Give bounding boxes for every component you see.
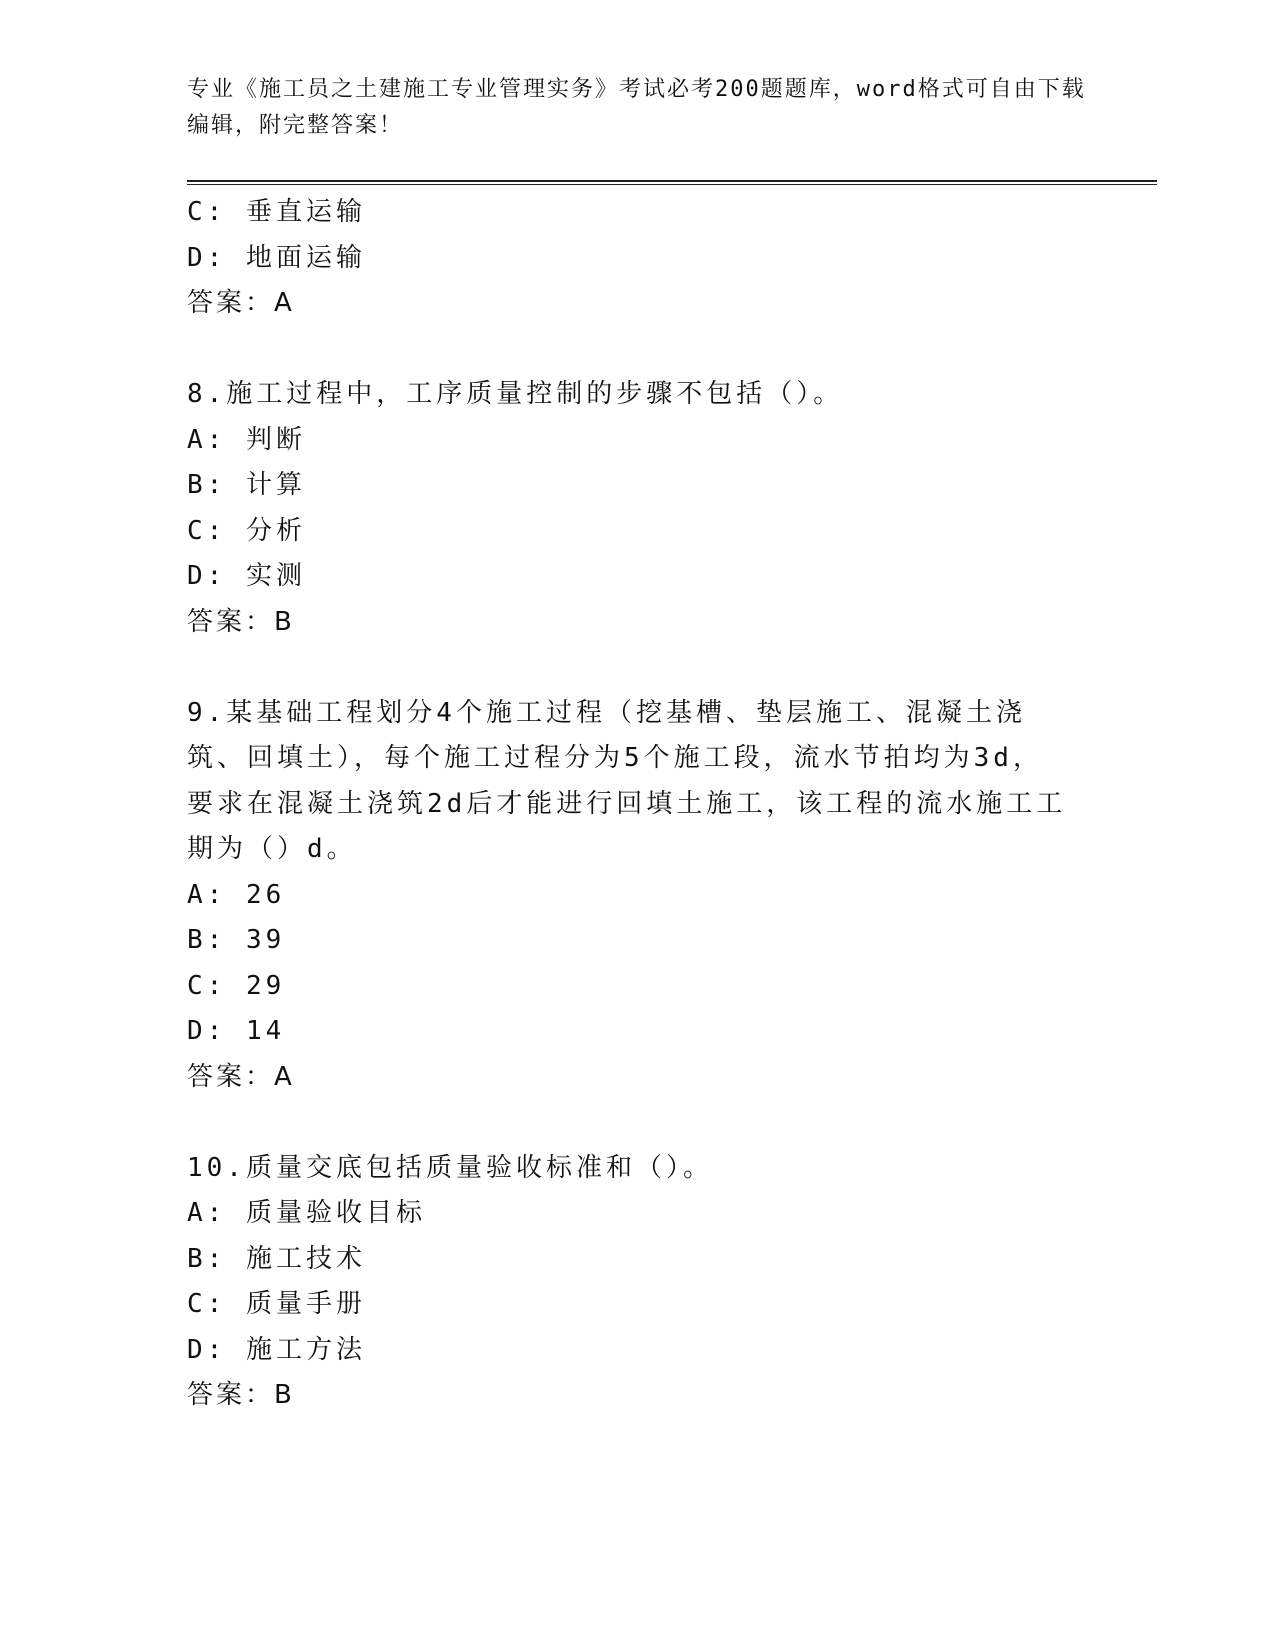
option-c: C: 质量手册 [187,1289,366,1319]
option-b: B: 施工技术 [187,1243,366,1274]
spacer [187,645,1087,691]
option-d: D: 施工方法 [187,1334,366,1365]
answer-line: 答案：B [187,1380,295,1410]
question-stem: 9.某基础工程划分4个施工过程（挖基槽、垫层施工、混凝土浇筑、回填土），每个施工过程分为5个施工段，流水节拍均为3d，要求在混凝土浇筑2d后才能进行回填土施工，该工程的流水施工工期为（）d。 [187,697,1067,864]
question-stem: 8.施工过程中，工序质量控制的步骤不包括（）。 [187,379,844,409]
question-content [187,190,1087,1419]
answer-line: 答案：A [187,1061,295,1092]
option-c: C: 垂直运输 [187,197,366,227]
option-a: A: 判断 [187,424,306,455]
option-c: C: 分析 [187,515,306,546]
header-divider-thin [187,184,1157,185]
option-c: C: 29 [187,970,286,1001]
answer-line: 答案：A [187,288,295,318]
option-a: A: 质量验收目标 [187,1198,426,1228]
spacer [187,1100,1087,1146]
option-d: D: 实测 [187,561,306,591]
answer-line: 答案：B [187,606,295,637]
document-header: 专业《施工员之土建施工专业管理实务》考试必考200题题库，word格式可自由下载编辑，附完整答案！ [187,77,1086,138]
header-divider [187,180,1157,182]
option-d: D: 地面运输 [187,242,366,273]
option-b: B: 39 [187,925,286,955]
question-stem: 10.质量交底包括质量验收标准和（）。 [187,1152,713,1183]
option-d: D: 14 [187,1016,286,1046]
spacer [187,327,1087,373]
option-a: A: 26 [187,879,286,910]
option-b: B: 计算 [187,470,306,500]
